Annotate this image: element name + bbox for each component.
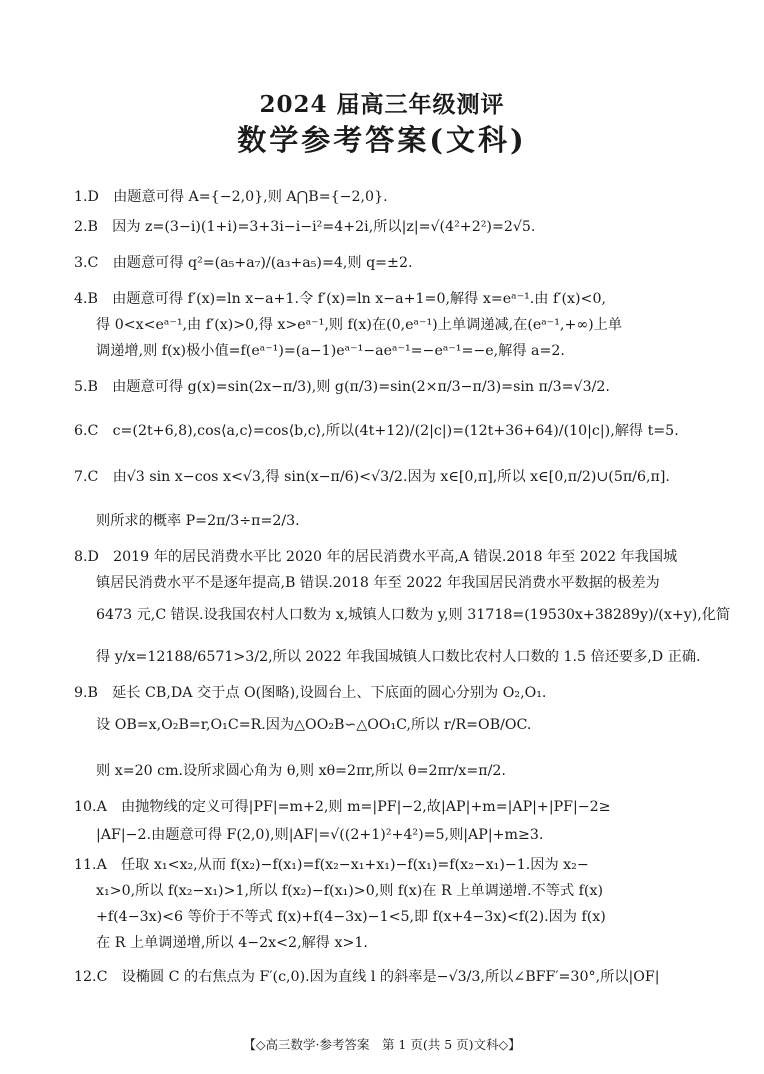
answer-line: 得 y/x=12188/6571>3/2,所以 2022 年我国城镇人口数比农村人口数的 1.5 倍还要多,D 正确. <box>96 649 701 665</box>
answer-line: 镇居民消费水平不是逐年提高,B 错误.2018 年至 2022 年我国居民消费水平数据的极差为 <box>96 575 660 591</box>
answer-line: 5.B 由题意可得 g(x)=sin(2x−π/3),则 g(π/3)=sin(2×π/3−π/3)=sin π/3=√3/2. <box>74 379 610 395</box>
answer-line: 6.C c=(2t+6,8),cos⟨a,c⟩=cos⟨b,c⟩,所以(4t+12)/(2|c|)=(12t+36+64)/(10|c|),解得 t=5. <box>74 423 679 439</box>
answer-line: 9.B 延长 CB,DA 交于点 O(图略),设圆台上、下底面的圆心分别为 O₂,O₁. <box>74 685 547 701</box>
answer-line: 得 0<x<eᵃ⁻¹,由 f′(x)>0,得 x>eᵃ⁻¹,则 f(x)在(0,eᵃ⁻¹)上单调递减,在(eᵃ⁻¹,+∞)上单 <box>96 317 623 333</box>
header-title-line1: 2024 届高三年级测评 <box>259 91 505 118</box>
answer-line: x₁>0,所以 f(x₂−x₁)>1,所以 f(x₂)−f(x₁)>0,则 f(x)在 R 上单调递增.不等式 f(x) <box>96 883 603 899</box>
answer-line: 12.C 设椭圆 C 的右焦点为 F′(c,0).因为直线 l 的斜率是−√3/3,所以∠BFF′=30°,所以|OF| <box>74 969 660 985</box>
answer-line: 7.C 由√3 sin x−cos x<√3,得 sin(x−π/6)<√3/2.因为 x∈[0,π],所以 x∈[0,π/2)∪(5π/6,π]. <box>74 469 670 485</box>
page-footer: 【◇高三数学·参考答案 第 1 页(共 5 页)文科◇】 <box>243 1037 521 1052</box>
answer-line: 10.A 由抛物线的定义可得|PF|=m+2,则 m=|PF|−2,故|AP|+m=|AP|+|PF|−2≥ <box>74 799 611 815</box>
answer-line: 8.D 2019 年的居民消费水平比 2020 年的居民消费水平高,A 错误.2018 年至 2022 年我国城 <box>74 549 678 565</box>
answer-line: 则所求的概率 P=2π/3÷π=2/3. <box>96 513 300 529</box>
answer-line: 2.B 因为 z=(3−i)(1+i)=3+3i−i−i²=4+2i,所以|z|=√(4²+2²)=2√5. <box>74 219 536 235</box>
answer-line: +f(4−3x)<6 等价于不等式 f(x)+f(4−3x)−1<5,即 f(x+4−3x)<f(2).因为 f(x) <box>96 909 606 925</box>
answer-line: 调递增,则 f(x)极小值=f(eᵃ⁻¹)=(a−1)eᵃ⁻¹−aeᵃ⁻¹=−eᵃ⁻¹=−e,解得 a=2. <box>96 343 565 359</box>
answer-line: 则 x=20 cm.设所求圆心角为 θ,则 xθ=2πr,所以 θ=2πr/x=π/2. <box>96 763 506 779</box>
answer-line: 设 OB=x,O₂B=r,O₁C=R.因为△OO₂B∽△OO₁C,所以 r/R=OB/OC. <box>96 717 532 733</box>
answer-line: 6473 元,C 错误.设我国农村人口数为 x,城镇人口数为 y,则 31718=(19530x+38289y)/(x+y),化简 <box>96 607 731 623</box>
header-title-line2: 数学参考答案(文科) <box>237 123 527 157</box>
answer-line: 11.A 任取 x₁<x₂,从而 f(x₂)−f(x₁)=f(x₂−x₁+x₁)−f(x₁)=f(x₂−x₁)−1.因为 x₂− <box>74 857 589 873</box>
answer-line: 3.C 由题意可得 q²=(a₅+a₇)/(a₃+a₅)=4,则 q=±2. <box>74 255 413 271</box>
answer-line: 4.B 由题意可得 f′(x)=ln x−a+1.令 f′(x)=ln x−a+1=0,解得 x=eᵃ⁻¹.由 f′(x)<0, <box>74 291 606 307</box>
answer-line: 1.D 由题意可得 A={−2,0},则 A⋂B={−2,0}. <box>74 189 388 205</box>
answer-line: 在 R 上单调递增,所以 4−2x<2,解得 x>1. <box>96 935 368 951</box>
answer-line: |AF|−2.由题意可得 F(2,0),则|AF|=√((2+1)²+4²)=5,则|AP|+m≥3. <box>96 827 544 843</box>
